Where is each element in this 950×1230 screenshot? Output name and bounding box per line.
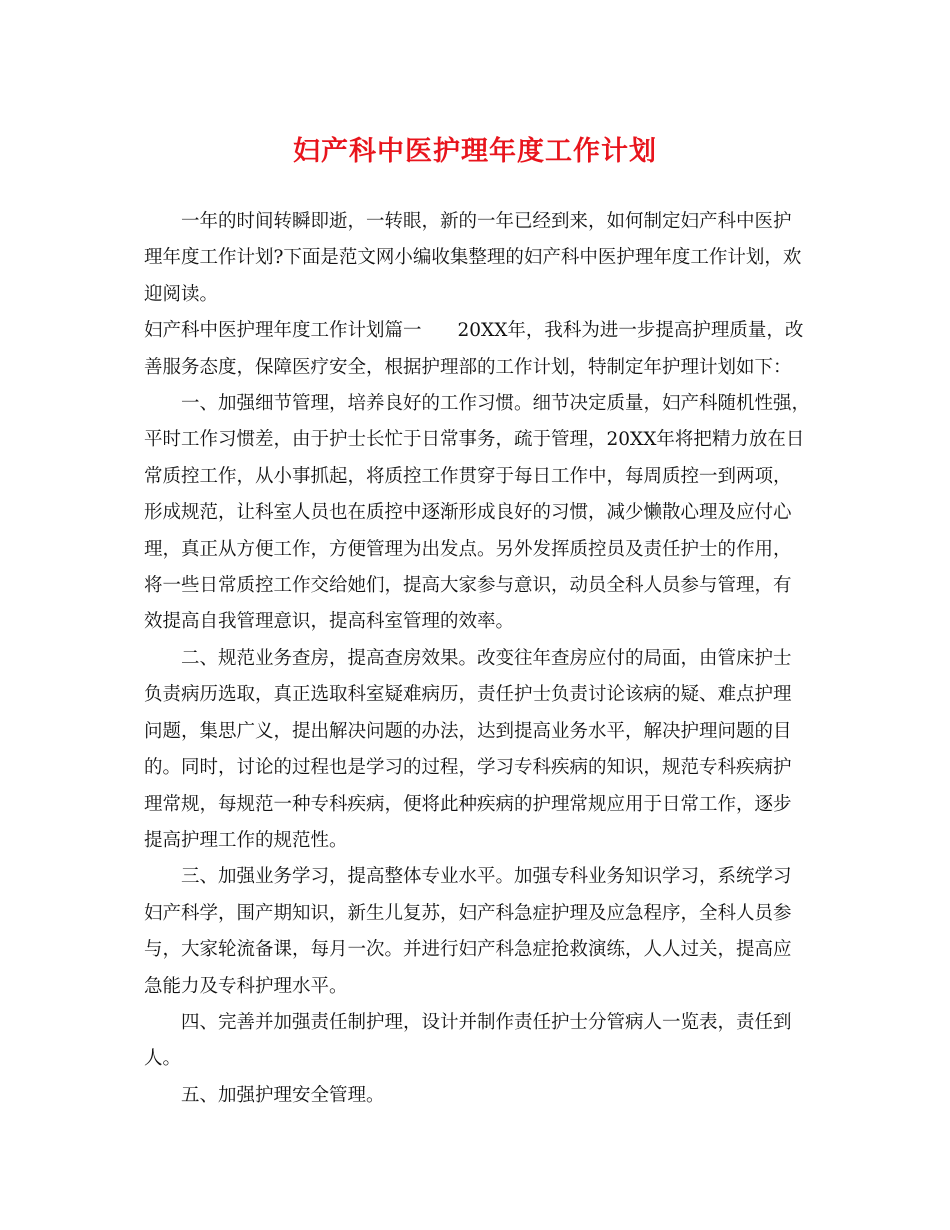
text-line: 一、加强细节管理，培养良好的工作习惯。细节决定质量，妇产科随机性强， [181,393,811,415]
text-line: 将一些日常质控工作交给她们，提高大家参与意识，动员全科人员参与管理，有 [144,575,792,597]
text-line: 平时工作习惯差，由于护士长忙于日常事务，疏于管理，20XX年将把精力放在日 [144,429,805,451]
text-line: 的。同时，讨论的过程也是学习的过程，学习专科疾病的知识，规范专科疾病护 [144,757,792,779]
text-line: 与，大家轮流备课，每月一次。并进行妇产科急症抢救演练，人人过关，提高应 [144,939,792,961]
paragraph-3 [144,859,809,1005]
text-line: 提高护理工作的规范性。 [144,829,348,851]
text-line: 迎阅读。 [144,283,219,305]
text-line: 负责病历选取，真正选取科室疑难病历，责任护士负责讨论该病的疑、难点护理 [144,684,792,706]
text-line: 二、规范业务查房，提高查房效果。改变往年查房应付的局面，由管床护士 [181,647,792,669]
text-line: 妇产科学，围产期知识，新生儿复苏，妇产科急症护理及应急程序，全科人员参 [144,902,792,924]
text-line: 一年的时间转瞬即逝，一转眼，新的一年已经到来，如何制定妇产科中医护 [181,211,792,232]
document-title: 妇产科中医护理年度工作计划 [293,136,657,167]
text-line: 效提高自我管理意识，提高科室管理的效率。 [144,611,515,633]
document-body [144,204,809,1114]
text-line: 四、完善并加强责任制护理，设计并制作责任护士分管病人一览表，责任到 [181,1011,792,1033]
text-line: 善服务态度，保障医疗安全，根据护理部的工作计划，特制定年护理计划如下： [144,356,792,378]
text-line: 问题，集思广义，提出解决问题的办法，达到提高业务水平，解决护理问题的目 [144,720,792,742]
paragraph-5 [144,1078,809,1114]
section-heading-text: 20XX年，我科为进一步提高护理质量，改 [457,320,804,342]
text-line: 常质控工作，从小事抓起，将质控工作贯穿于每日工作中，每周质控一到两项， [144,465,792,487]
paragraph-2 [144,641,809,859]
paragraph-1 [144,386,809,641]
text-line: 人。 [144,1048,182,1070]
text-line: 形成规范，让科室人员也在质控中逐渐形成良好的习惯，减少懒散心理及应付心 [144,502,792,524]
intro-paragraph [144,204,809,313]
paragraph-4 [144,1005,809,1078]
section-heading-paragraph [144,313,809,386]
text-line: 理，真正从方便工作，方便管理为出发点。另外发挥质控员及责任护士的作用， [144,538,792,560]
text-line: 理年度工作计划?下面是范文网小编收集整理的妇产科中医护理年度工作计划，欢 [144,247,802,269]
section-heading-label: 妇产科中医护理年度工作计划篇一 [144,320,422,342]
text-line [144,313,809,349]
text-line: 三、加强业务学习，提高整体专业水平。加强专科业务知识学习，系统学习 [181,866,792,888]
text-line: 急能力及专科护理水平。 [144,975,348,997]
text-line: 五、加强护理安全管理。 [181,1084,385,1106]
text-line: 理常规，每规范一种专科疾病，便将此种疾病的护理常规应用于日常工作，逐步 [144,793,792,815]
